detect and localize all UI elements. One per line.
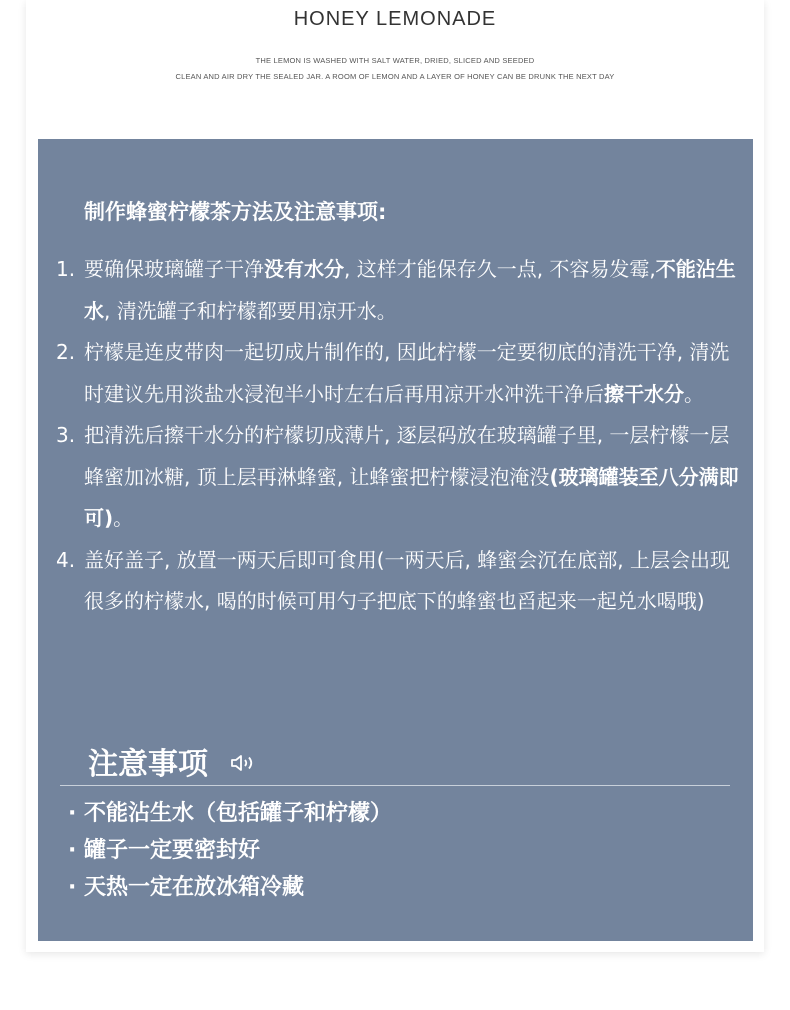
step-emphasis: (玻璃罐装至八分满即可)	[84, 464, 739, 530]
notice-divider	[60, 785, 730, 786]
steps-list	[38, 249, 753, 623]
speaker-icon	[230, 753, 260, 773]
step-item	[38, 540, 753, 623]
notice-item: · 不能沾生水（包括罐子和柠檬）	[68, 801, 393, 826]
step-item	[38, 415, 753, 540]
step-emphasis: 没有水分	[264, 257, 344, 281]
step-text-run: 。	[113, 506, 134, 530]
instructions-panel	[38, 139, 753, 941]
notice-item: · 罐子一定要密封好	[68, 838, 261, 863]
step-text-run: , 清洗罐子和柠檬都要用凉开水。	[104, 298, 397, 323]
step-text	[84, 540, 739, 623]
step-text	[84, 332, 739, 415]
step-emphasis: 擦干水分	[604, 381, 684, 406]
notice-item: · 天热一定在放冰箱冷藏	[68, 875, 305, 900]
page-title: HONEY LEMONADE	[293, 8, 497, 30]
step-number: 1.	[56, 257, 76, 281]
step-number: 3.	[56, 423, 76, 447]
step-text	[84, 249, 739, 332]
notice-title: 注意事项	[88, 747, 208, 782]
step-number: 4.	[56, 547, 76, 572]
step-item	[38, 249, 753, 332]
instructions-heading: 制作蜂蜜柠檬茶方法及注意事项:	[84, 200, 387, 224]
step-text	[84, 415, 739, 540]
step-number: 2.	[56, 340, 76, 364]
step-emphasis: 不能沾生水	[84, 257, 736, 323]
step-text-run: 把清洗后擦干水分的柠檬切成薄片, 逐层码放在玻璃罐子里, 一层柠檬一层蜂蜜加冰糖, 顶上层再淋蜂蜜, 让蜂蜜把柠檬浸泡淹没	[84, 423, 730, 489]
notice-list	[68, 795, 392, 906]
step-text-run: , 这样才能保存久一点, 不容易发霉,	[344, 257, 656, 281]
subtitle-line-1: THE LEMON IS WASHED WITH SALT WATER, DRIED, SLICED AND SEEDED	[255, 56, 535, 65]
step-text-run: 要确保玻璃罐子干净	[84, 257, 264, 281]
step-text-run: 。	[684, 381, 704, 406]
step-item	[38, 332, 753, 415]
step-text-run: 盖好盖子, 放置一两天后即可食用(一两天后, 蜂蜜会沉在底部, 上层会出现很多的柠檬水, 喝的时候可用勺子把底下的蜂蜜也舀起来一起兑水喝哦)	[84, 547, 730, 613]
subtitle-line-2: CLEAN AND AIR DRY THE SEALED JAR. A ROOM OF LEMON AND A LAYER OF HONEY CAN BE DRUNK THE NEXT DAY	[175, 72, 615, 81]
step-text-run: 柠檬是连皮带肉一起切成片制作的, 因此柠檬一定要彻底的清洗干净, 清洗时建议先用淡盐水浸泡半小时左右后再用凉开水冲洗干净后	[84, 340, 730, 406]
